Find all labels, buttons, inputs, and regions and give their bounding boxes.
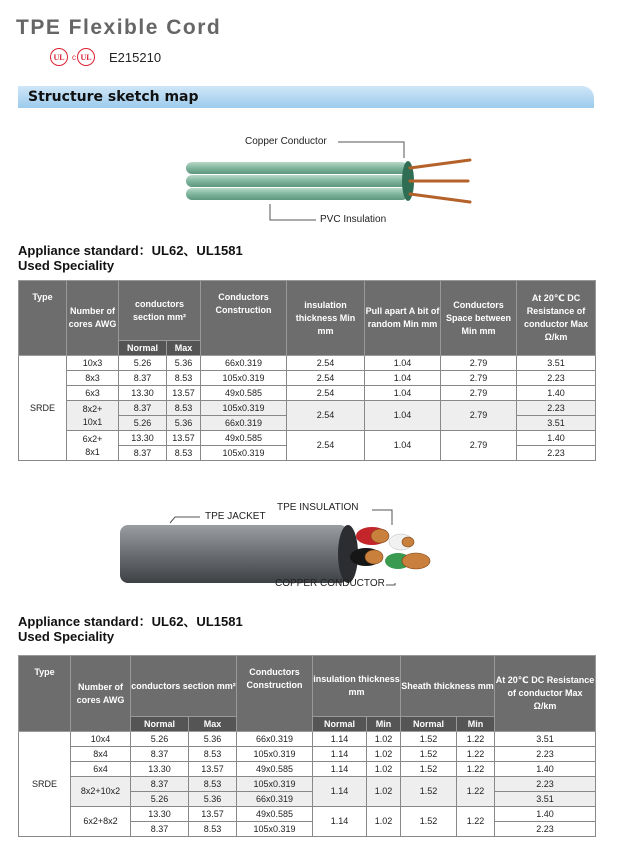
th-sh-normal: Normal — [401, 717, 457, 732]
page-title: TPE Flexible Cord — [16, 16, 222, 39]
table-row — [19, 401, 596, 416]
speciality-line: Used Speciality — [18, 258, 115, 273]
th-normal: Normal — [119, 341, 167, 356]
cell-resistance: 1.40 — [495, 762, 596, 777]
cell-sh-normal: 1.52 — [401, 762, 457, 777]
cell-ins-normal: 1.14 — [313, 732, 367, 747]
th-sh-min: Min — [457, 717, 495, 732]
th-pull-apart: Pull apart A bit of random Min mm — [365, 281, 441, 356]
cell-construction: 49x0.585 — [201, 386, 287, 401]
cul-logo-icon: UL — [77, 48, 95, 66]
th-space: Conductors Space between Min mm — [441, 281, 517, 356]
cell-construction: 66x0.319 — [237, 792, 313, 807]
cell-space: 2.79 — [441, 431, 517, 461]
th-max: Max — [167, 341, 201, 356]
flat-cord-body — [186, 161, 414, 201]
th-cores: Number of cores AWG — [71, 656, 131, 732]
section-banner — [18, 86, 594, 108]
cell-construction: 66x0.319 — [201, 416, 287, 431]
cell-max: 8.53 — [167, 446, 201, 461]
cell-cores: 10x3 — [67, 356, 119, 371]
cell-max: 5.36 — [189, 792, 237, 807]
callout-line-bottom — [270, 204, 316, 220]
cell-cores: 6x2+ 8x1 — [67, 431, 119, 461]
cell-resistance: 3.51 — [495, 732, 596, 747]
cell-construction: 105x0.319 — [201, 371, 287, 386]
cell-ins-normal: 1.14 — [313, 807, 367, 837]
cell-construction: 66x0.319 — [201, 356, 287, 371]
copper-wire-icon — [410, 160, 470, 202]
cell-normal: 5.26 — [131, 732, 189, 747]
th-max: Max — [189, 717, 237, 732]
cell-max: 8.53 — [189, 777, 237, 792]
th-resistance: At 20℃ DC Resistance of conductor Max Ω/km — [495, 656, 596, 732]
cell-cores: 8x4 — [71, 747, 131, 762]
type-cell: SRDE — [19, 732, 71, 837]
cell-normal: 8.37 — [119, 401, 167, 416]
cell-max: 13.57 — [189, 807, 237, 822]
cell-sh-min: 1.22 — [457, 732, 495, 747]
cell-sh-normal: 1.52 — [401, 777, 457, 807]
th-construction: Conductors Construction — [237, 656, 313, 732]
cell-insulation: 2.54 — [287, 371, 365, 386]
cell-max: 5.36 — [167, 416, 201, 431]
callout-line-top — [338, 142, 404, 158]
cell-resistance: 1.40 — [517, 431, 596, 446]
cell-max: 8.53 — [189, 747, 237, 762]
standard-heading-1 — [18, 243, 243, 273]
cell-sh-min: 1.22 — [457, 762, 495, 777]
table-row — [19, 356, 596, 371]
label-tpe-insulation: TPE INSULATION — [277, 502, 359, 513]
cell-cores: 8x2+10x2 — [71, 777, 131, 807]
cell-ins-min: 1.02 — [367, 807, 401, 837]
table-row — [19, 807, 596, 822]
cell-cores: 10x4 — [71, 732, 131, 747]
table-row — [19, 732, 596, 747]
table-row — [19, 386, 596, 401]
cell-normal: 8.37 — [119, 371, 167, 386]
th-insulation: insulation thickness Min mm — [287, 281, 365, 356]
cell-construction: 105x0.319 — [237, 822, 313, 837]
cell-resistance: 2.23 — [495, 777, 596, 792]
cell-insulation: 2.54 — [287, 401, 365, 431]
cell-insulation: 2.54 — [287, 356, 365, 371]
cell-insulation: 2.54 — [287, 431, 365, 461]
cell-normal: 13.30 — [131, 807, 189, 822]
cell-construction: 66x0.319 — [237, 732, 313, 747]
cell-max: 13.57 — [189, 762, 237, 777]
cell-resistance: 2.23 — [517, 371, 596, 386]
spec-table-1 — [18, 280, 596, 461]
cell-construction: 105x0.319 — [201, 401, 287, 416]
table-row — [19, 371, 596, 386]
cell-insulation: 2.54 — [287, 386, 365, 401]
cell-normal: 5.26 — [119, 356, 167, 371]
cell-max: 13.57 — [167, 386, 201, 401]
cell-space: 2.79 — [441, 401, 517, 431]
cell-normal: 8.37 — [119, 446, 167, 461]
cell-resistance: 2.23 — [495, 747, 596, 762]
label-copper-conductor-2: COPPER CONDUCTOR — [275, 578, 385, 589]
cell-pull: 1.04 — [365, 431, 441, 461]
cell-cores: 8x2+ 10x1 — [67, 401, 119, 431]
type-cell: SRDE — [19, 356, 67, 461]
cell-cores: 8x3 — [67, 371, 119, 386]
cell-cores: 6x2+8x2 — [71, 807, 131, 837]
cell-normal: 5.26 — [131, 792, 189, 807]
table-row — [19, 762, 596, 777]
cell-ins-normal: 1.14 — [313, 777, 367, 807]
cell-max: 8.53 — [189, 822, 237, 837]
cell-max: 5.36 — [189, 732, 237, 747]
cell-normal: 13.30 — [119, 431, 167, 446]
cell-sh-normal: 1.52 — [401, 732, 457, 747]
ul-c-prefix: c — [72, 52, 76, 62]
cell-sh-min: 1.22 — [457, 807, 495, 837]
callout-line-conductor — [386, 583, 395, 585]
cell-normal: 13.30 — [119, 386, 167, 401]
cell-sh-min: 1.22 — [457, 777, 495, 807]
section-heading: Structure sketch map — [28, 89, 199, 105]
cell-max: 8.53 — [167, 401, 201, 416]
cell-normal: 13.30 — [131, 762, 189, 777]
table-row — [19, 431, 596, 446]
th-ins-normal: Normal — [313, 717, 367, 732]
cell-normal: 8.37 — [131, 777, 189, 792]
ul-logo-icon: UL — [50, 48, 68, 66]
cell-cores: 6x4 — [71, 762, 131, 777]
certification-marks — [50, 48, 161, 66]
cell-normal: 5.26 — [119, 416, 167, 431]
cell-normal: 8.37 — [131, 822, 189, 837]
th-normal: Normal — [131, 717, 189, 732]
callout-line-jacket — [170, 517, 200, 523]
cell-ins-min: 1.02 — [367, 762, 401, 777]
th-insulation: insulation thickness mm — [313, 656, 401, 717]
cell-normal: 8.37 — [131, 747, 189, 762]
cell-construction: 105x0.319 — [237, 777, 313, 792]
th-construction: Conductors Construction — [201, 281, 287, 356]
cert-number: E215210 — [109, 49, 162, 65]
cell-ins-normal: 1.14 — [313, 762, 367, 777]
label-pvc-insulation: PVC Insulation — [320, 214, 387, 225]
table-row — [19, 777, 596, 792]
cell-resistance: 1.40 — [517, 386, 596, 401]
cell-max: 5.36 — [167, 356, 201, 371]
cell-ins-min: 1.02 — [367, 747, 401, 762]
th-sheath: Sheath thickness mm — [401, 656, 495, 717]
cell-pull: 1.04 — [365, 371, 441, 386]
callout-line-insulation — [372, 510, 392, 525]
cell-resistance: 3.51 — [517, 356, 596, 371]
cell-space: 2.79 — [441, 356, 517, 371]
cell-space: 2.79 — [441, 371, 517, 386]
cell-sh-normal: 1.52 — [401, 807, 457, 837]
label-tpe-jacket: TPE JACKET — [205, 511, 266, 522]
cell-resistance: 2.23 — [517, 446, 596, 461]
table-row — [19, 747, 596, 762]
cell-max: 8.53 — [167, 371, 201, 386]
cell-sh-normal: 1.52 — [401, 747, 457, 762]
th-type: Type — [19, 281, 67, 356]
cell-construction: 49x0.585 — [201, 431, 287, 446]
cell-construction: 49x0.585 — [237, 762, 313, 777]
round-cord-jacket — [120, 525, 358, 583]
cell-construction: 105x0.319 — [237, 747, 313, 762]
spec-table-2 — [18, 655, 596, 837]
th-section: conductors section mm² — [131, 656, 237, 717]
cell-pull: 1.04 — [365, 386, 441, 401]
cell-max: 13.57 — [167, 431, 201, 446]
cell-space: 2.79 — [441, 386, 517, 401]
cell-sh-min: 1.22 — [457, 747, 495, 762]
cell-pull: 1.04 — [365, 356, 441, 371]
th-cores: Number of cores AWG — [67, 281, 119, 356]
speciality-line: Used Speciality — [18, 629, 115, 644]
th-resistance: At 20℃ DC Resistance of conductor Max Ω/km — [517, 281, 596, 356]
cell-resistance: 3.51 — [495, 792, 596, 807]
cell-resistance: 1.40 — [495, 807, 596, 822]
cell-ins-min: 1.02 — [367, 777, 401, 807]
cell-cores: 6x3 — [67, 386, 119, 401]
standard-line: Appliance standard：UL62、UL1581 — [18, 243, 243, 258]
cell-construction: 105x0.319 — [201, 446, 287, 461]
standard-heading-2 — [18, 614, 243, 644]
th-type: Type — [19, 656, 71, 732]
cell-ins-normal: 1.14 — [313, 747, 367, 762]
th-ins-min: Min — [367, 717, 401, 732]
cell-resistance: 2.23 — [495, 822, 596, 837]
label-copper-conductor: Copper Conductor — [245, 136, 327, 147]
standard-line: Appliance standard：UL62、UL1581 — [18, 614, 243, 629]
cell-ins-min: 1.02 — [367, 732, 401, 747]
cell-resistance: 3.51 — [517, 416, 596, 431]
th-section: conductors section mm² — [119, 281, 201, 341]
cell-resistance: 2.23 — [517, 401, 596, 416]
cell-construction: 49x0.585 — [237, 807, 313, 822]
cell-pull: 1.04 — [365, 401, 441, 431]
